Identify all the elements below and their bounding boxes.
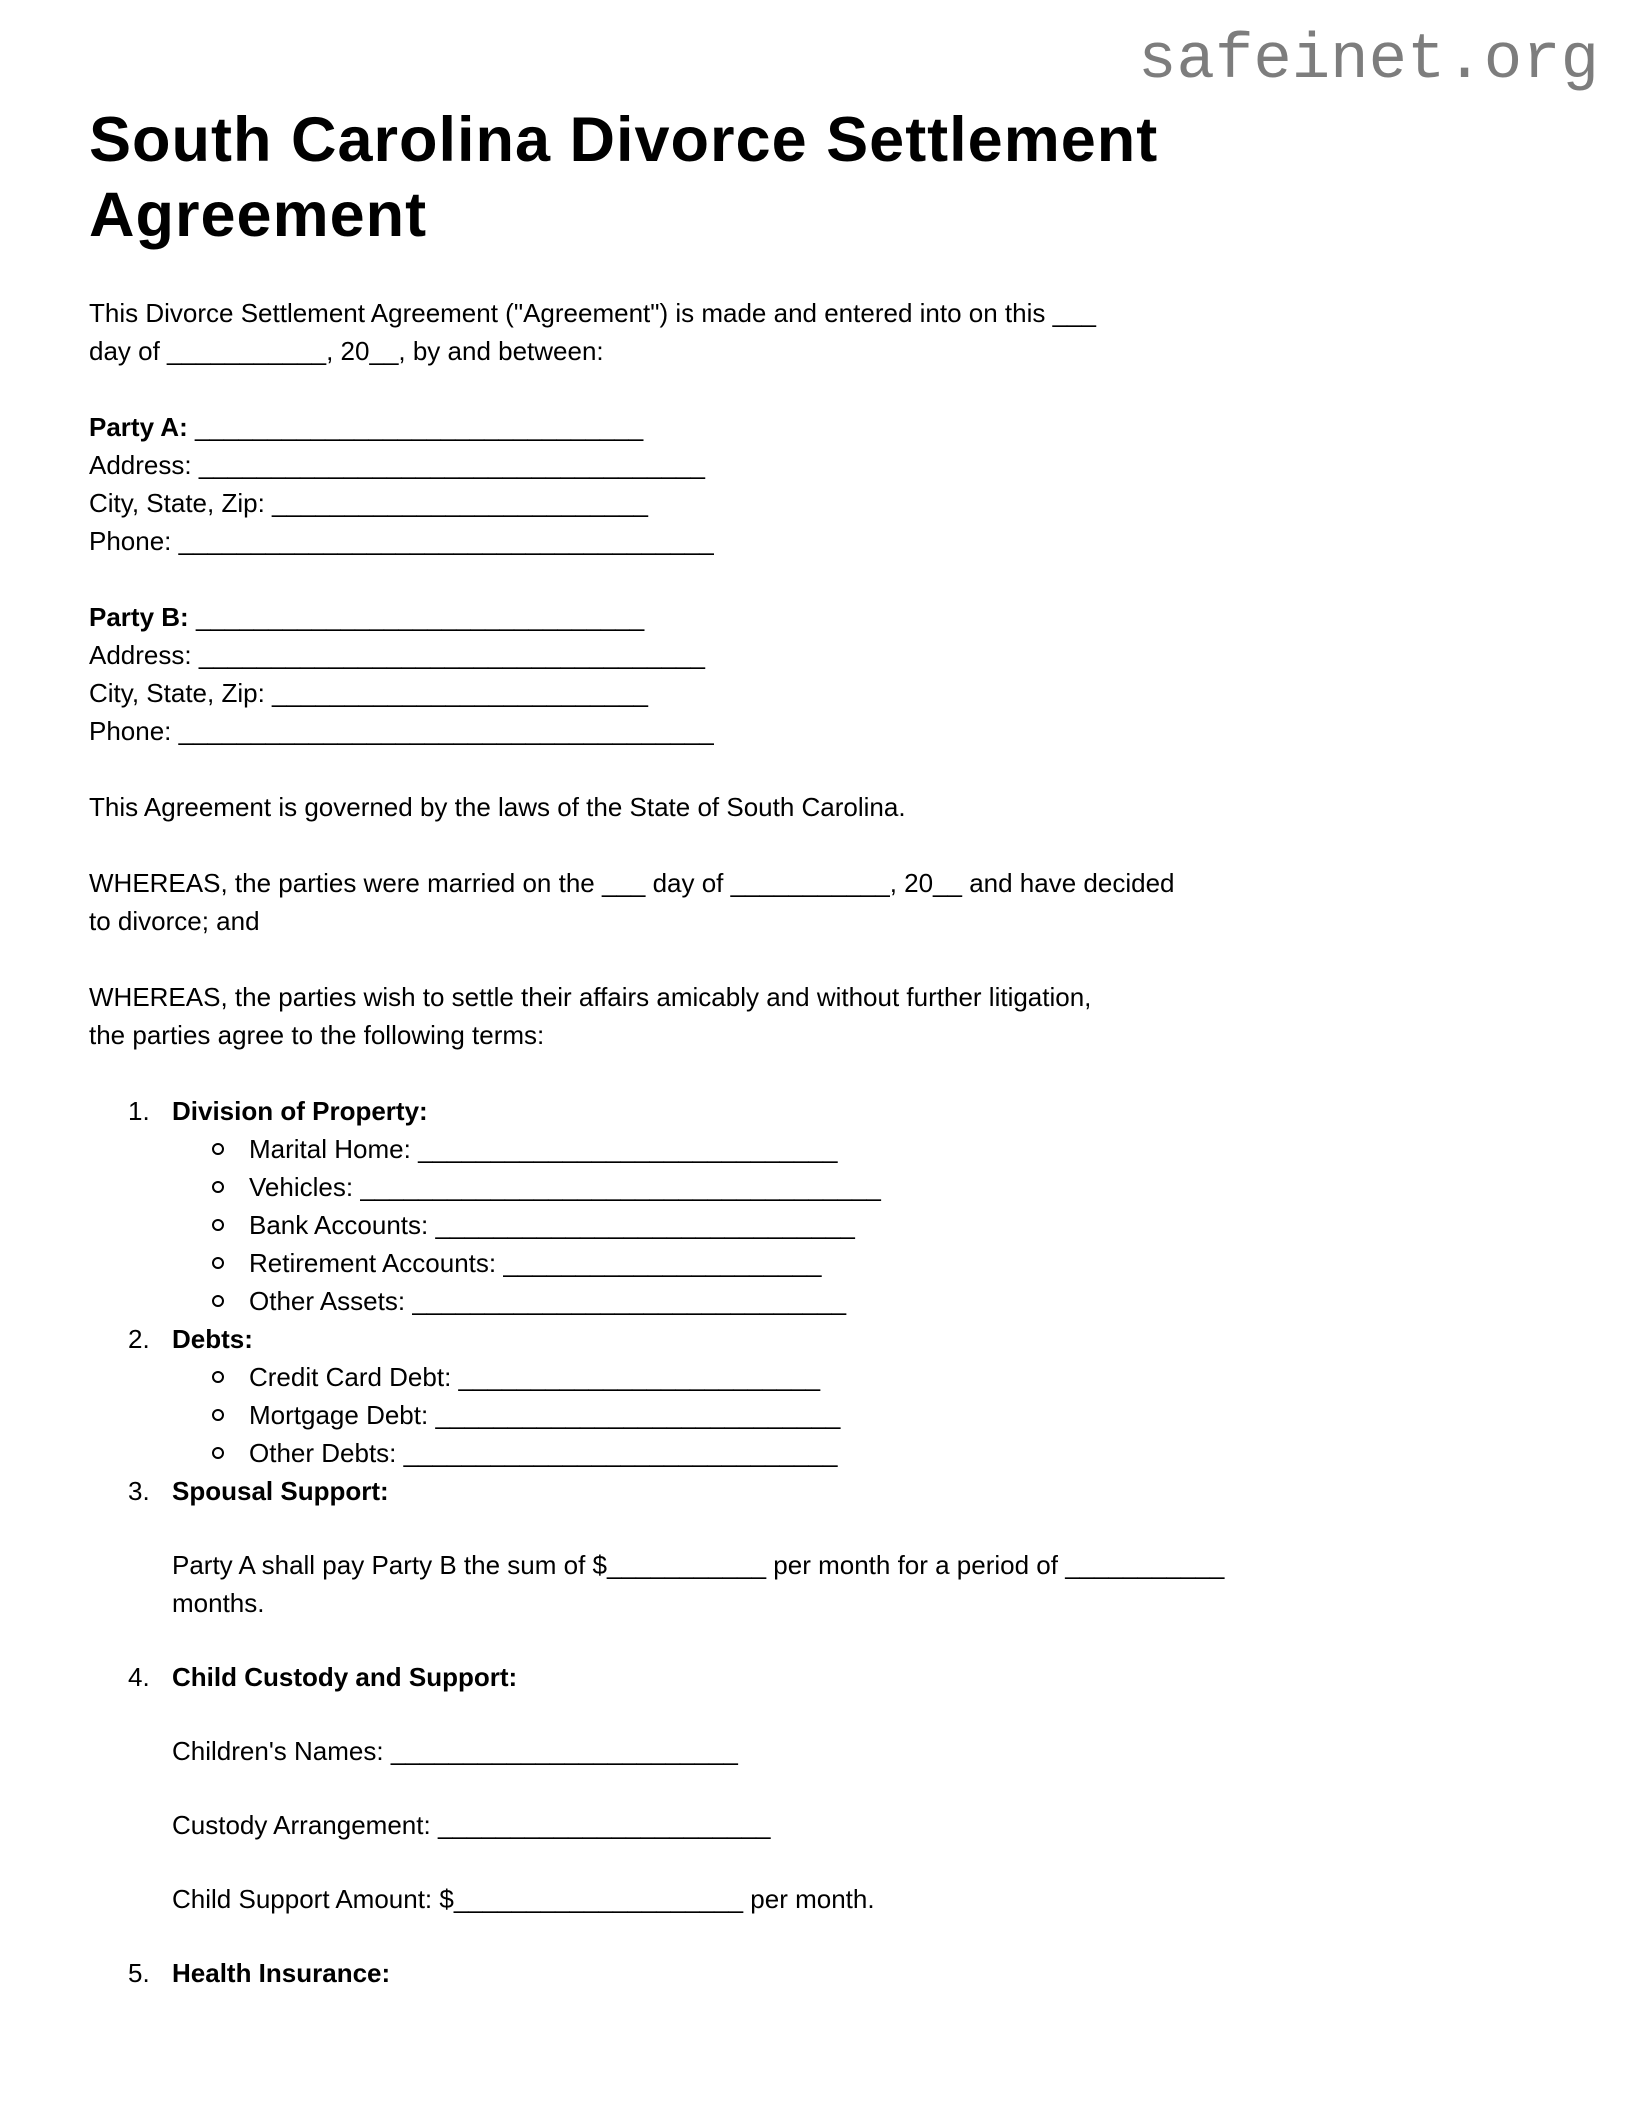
bullet-item-other-debts — [172, 1434, 1555, 1472]
item-heading: Debts: — [172, 1323, 253, 1354]
whereas-married-line-2: to divorce; and — [89, 905, 260, 936]
field-label: Children's Names: — [172, 1735, 384, 1766]
party-a-name-blank: _______________________________ — [194, 411, 644, 442]
party-a-city-line — [89, 484, 1555, 522]
whereas-settle-paragraph — [89, 978, 1555, 1054]
term-item-health-insurance — [89, 1954, 1555, 1992]
field-label: Marital Home: — [249, 1133, 411, 1164]
spousal-support-line-1: Party A shall pay Party B the sum of $___________ per month for a period of ___________ — [172, 1549, 1225, 1580]
item-body — [172, 1092, 1555, 1320]
intro-line-1: This Divorce Settlement Agreement ("Agreement") is made and entered into on this ___ — [89, 297, 1096, 328]
bullet-line — [249, 1244, 821, 1282]
bullet-line — [249, 1358, 820, 1396]
party-a-city-label: City, State, Zip: — [89, 487, 265, 518]
party-a-phone-label: Phone: — [89, 525, 172, 556]
item-heading: Health Insurance: — [172, 1957, 391, 1988]
field-suffix: per month. — [750, 1883, 875, 1914]
blank-line: ________________________ — [390, 1735, 738, 1766]
party-b-address-blank: ___________________________________ — [198, 639, 705, 670]
field-label: Other Debts: — [249, 1437, 397, 1468]
term-item-debts — [89, 1320, 1555, 1472]
item-body — [172, 1954, 1555, 1992]
item-body — [172, 1658, 1555, 1954]
party-b-city-blank: __________________________ — [272, 677, 648, 708]
item-heading-line — [172, 1092, 1555, 1130]
field-label: Vehicles: — [249, 1171, 354, 1202]
circle-bullet-icon — [210, 1434, 249, 1472]
field-label: Other Assets: — [249, 1285, 406, 1316]
blank-line: ____________________________________ — [360, 1171, 881, 1202]
bullet-line — [249, 1396, 840, 1434]
term-item-spousal-support — [89, 1472, 1555, 1658]
bullet-item-mortgage-debt — [172, 1396, 1555, 1434]
term-item-child-custody — [89, 1658, 1555, 1954]
terms-list — [89, 1092, 1555, 1992]
field-label: Child Support Amount: — [172, 1883, 433, 1914]
party-a-address-blank: ___________________________________ — [198, 449, 705, 480]
blank-line: $____________________ — [439, 1883, 744, 1914]
item-number: 1. — [128, 1095, 150, 1126]
circle-bullet-icon — [210, 1168, 249, 1206]
party-a-label: Party A: — [89, 411, 188, 442]
governing-law-line: This Agreement is governed by the laws of the State of South Carolina. — [89, 791, 906, 822]
field-label: Mortgage Debt: — [249, 1399, 429, 1430]
party-b-phone-line — [89, 712, 1555, 750]
party-a-address-line — [89, 446, 1555, 484]
party-b-label: Party B: — [89, 601, 189, 632]
field-label: Retirement Accounts: — [249, 1247, 497, 1278]
item-body — [172, 1320, 1555, 1472]
blank-line: ______________________ — [503, 1247, 822, 1278]
whereas-married-paragraph — [89, 864, 1555, 940]
child-support-paragraph — [172, 1880, 1555, 1918]
field-label: Bank Accounts: — [249, 1209, 429, 1240]
blank-line: _______________________ — [437, 1809, 771, 1840]
children-names-line — [172, 1732, 1555, 1770]
item-body — [172, 1472, 1555, 1658]
whereas-settle-line-1: WHEREAS, the parties wish to settle their affairs amicably and without further litigation, — [89, 981, 1092, 1012]
whereas-settle-line-2: the parties agree to the following terms: — [89, 1019, 545, 1050]
item-heading: Division of Property: — [172, 1095, 428, 1126]
governing-law-paragraph — [89, 788, 1555, 826]
party-a-phone-line — [89, 522, 1555, 560]
party-b-name-blank: _______________________________ — [195, 601, 645, 632]
item-heading: Child Custody and Support: — [172, 1661, 518, 1692]
bullet-item-vehicles — [172, 1168, 1555, 1206]
party-a-city-blank: __________________________ — [272, 487, 648, 518]
circle-bullet-icon — [210, 1130, 249, 1168]
item-heading: Spousal Support: — [172, 1475, 389, 1506]
party-b-block — [89, 598, 1555, 750]
intro-paragraph — [89, 294, 1555, 370]
bullet-item-retirement-accounts — [172, 1244, 1555, 1282]
spousal-support-line-2: months. — [172, 1587, 265, 1618]
spousal-support-paragraph — [172, 1546, 1555, 1622]
item-heading-line — [172, 1320, 1555, 1358]
item-heading-line — [172, 1658, 1555, 1696]
party-b-name-line — [89, 598, 1555, 636]
item-number: 2. — [128, 1323, 150, 1354]
item-number: 4. — [128, 1661, 150, 1692]
bullet-line — [249, 1434, 837, 1472]
bullet-item-marital-home — [172, 1130, 1555, 1168]
party-b-phone-label: Phone: — [89, 715, 172, 746]
field-label: Custody Arrangement: — [172, 1809, 431, 1840]
blank-line: _________________________ — [458, 1361, 821, 1392]
party-b-address-line — [89, 636, 1555, 674]
site-tag: safeinet.org — [1138, 25, 1599, 97]
child-support-line — [172, 1880, 1555, 1918]
party-a-address-label: Address: — [89, 449, 192, 480]
item-heading-line — [172, 1954, 1555, 1992]
blank-line: _____________________________ — [418, 1133, 838, 1164]
party-a-block — [89, 408, 1555, 560]
item-heading-line — [172, 1472, 1555, 1510]
party-b-address-label: Address: — [89, 639, 192, 670]
party-a-phone-blank: _____________________________________ — [178, 525, 714, 556]
whereas-married-line-1: WHEREAS, the parties were married on the ___ day of ___________, 20__ and have decided — [89, 867, 1175, 898]
blank-line: ______________________________ — [412, 1285, 847, 1316]
custody-arrangement-paragraph — [172, 1806, 1555, 1844]
term-item-division-of-property — [89, 1092, 1555, 1320]
bullet-item-other-assets — [172, 1282, 1555, 1320]
bullet-line — [249, 1282, 846, 1320]
circle-bullet-icon — [210, 1206, 249, 1244]
party-b-phone-blank: _____________________________________ — [178, 715, 714, 746]
custody-arrangement-line — [172, 1806, 1555, 1844]
blank-line: ______________________________ — [403, 1437, 838, 1468]
children-names-paragraph — [172, 1732, 1555, 1770]
circle-bullet-icon — [210, 1282, 249, 1320]
party-b-city-label: City, State, Zip: — [89, 677, 265, 708]
circle-bullet-icon — [210, 1396, 249, 1434]
field-label: Credit Card Debt: — [249, 1361, 452, 1392]
blank-line: _____________________________ — [435, 1209, 855, 1240]
item-number: 3. — [128, 1475, 150, 1506]
page-title: South Carolina Divorce Settlement Agreement — [89, 105, 1159, 250]
intro-line-2: day of ___________, 20__, by and between: — [89, 335, 604, 366]
bullet-item-bank-accounts — [172, 1206, 1555, 1244]
bullet-line — [249, 1168, 881, 1206]
circle-bullet-icon — [210, 1244, 249, 1282]
item-number: 5. — [128, 1957, 150, 1988]
circle-bullet-icon — [210, 1358, 249, 1396]
bullet-line — [249, 1206, 855, 1244]
party-a-name-line — [89, 408, 1555, 446]
bullet-item-credit-card-debt — [172, 1358, 1555, 1396]
blank-line: ____________________________ — [435, 1399, 841, 1430]
party-b-city-line — [89, 674, 1555, 712]
bullet-line — [249, 1130, 837, 1168]
